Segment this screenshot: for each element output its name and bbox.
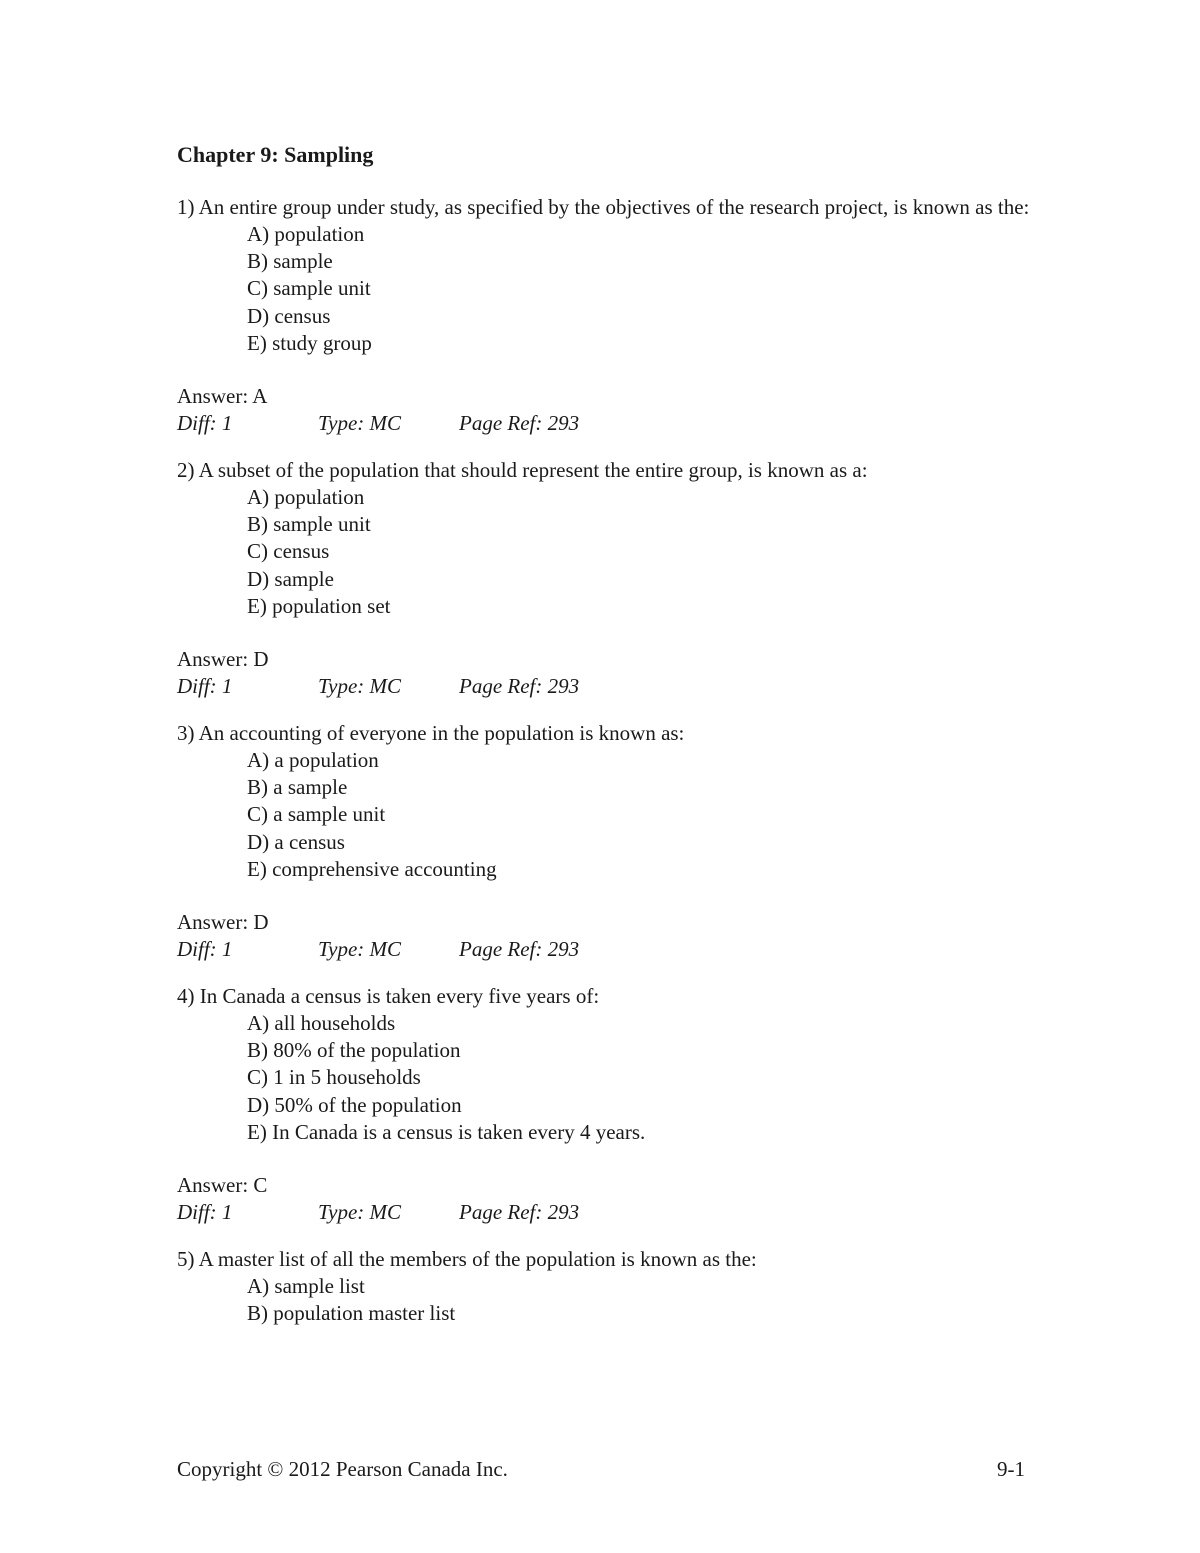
option-list [177,1010,1037,1146]
option-b: B) a sample [247,775,348,800]
option-e: E) In Canada is a census is taken every 4 years. [247,1119,646,1144]
option-d: D) a census [247,829,345,854]
difficulty: Diff: 1 [177,937,233,962]
question-meta [177,410,1037,437]
question-4 [177,983,1037,1226]
page-ref: Page Ref: 293 [459,411,580,436]
page-content [177,140,1037,1347]
option-a: A) population [247,222,365,246]
page-ref: Page Ref: 293 [459,937,580,962]
option-a: A) sample list [247,1274,365,1299]
question-meta [177,1199,1037,1226]
answer: Answer: A [177,384,268,409]
answer-block [177,909,1037,963]
option-d: D) census [247,303,331,328]
option-list [177,221,1037,357]
option-a: A) all households [247,1011,396,1036]
chapter-title: Chapter 9: Sampling [177,142,374,167]
question-type: Type: MC [318,411,402,436]
question-5 [177,1246,1037,1327]
answer-block [177,383,1037,437]
option-c: C) 1 in 5 households [247,1065,421,1090]
page-ref: Page Ref: 293 [459,1200,580,1225]
question-type: Type: MC [318,674,402,699]
answer: Answer: D [177,910,269,935]
option-c: C) a sample unit [247,802,386,827]
question-stem: 2) A subset of the population that should represent the entire group, is known as a: [177,458,868,483]
answer-block [177,1172,1037,1226]
difficulty: Diff: 1 [177,1200,233,1225]
option-b: B) 80% of the population [247,1038,461,1063]
option-a: A) a population [247,748,379,773]
question-stem: 3) An accounting of everyone in the population is known as: [177,721,685,746]
page-ref: Page Ref: 293 [459,674,580,699]
question-stem: 4) In Canada a census is taken every five years of: [177,984,600,1009]
question-type: Type: MC [318,1200,402,1225]
question-meta [177,936,1037,963]
difficulty: Diff: 1 [177,674,233,699]
question-stem: 5) A master list of all the members of the population is known as the: [177,1247,757,1272]
question-stem: 1) An entire group under study, as specified by the objectives of the research project, is known as the: [177,195,1030,219]
question-2 [177,457,1037,700]
option-e: E) study group [247,330,372,355]
answer-block [177,646,1037,700]
option-list [177,1273,1037,1327]
answer: Answer: C [177,1173,268,1198]
question-1 [177,194,1037,437]
page-number: 9-1 [997,1457,1025,1481]
option-a: A) population [247,485,365,510]
option-e: E) population set [247,593,391,618]
option-d: D) 50% of the population [247,1092,462,1117]
option-e: E) comprehensive accounting [247,856,497,881]
difficulty: Diff: 1 [177,411,233,436]
option-c: C) sample unit [247,276,371,301]
option-list [177,747,1037,883]
option-b: B) sample [247,249,333,274]
option-c: C) census [247,539,330,564]
answer: Answer: D [177,647,269,672]
question-type: Type: MC [318,937,402,962]
question-meta [177,673,1037,700]
question-3 [177,720,1037,963]
option-b: B) sample unit [247,512,371,537]
option-d: D) sample [247,566,334,591]
copyright-notice: Copyright © 2012 Pearson Canada Inc. [177,1457,508,1481]
option-list [177,484,1037,620]
page-footer [177,1455,1025,1483]
option-b: B) population master list [247,1301,456,1326]
